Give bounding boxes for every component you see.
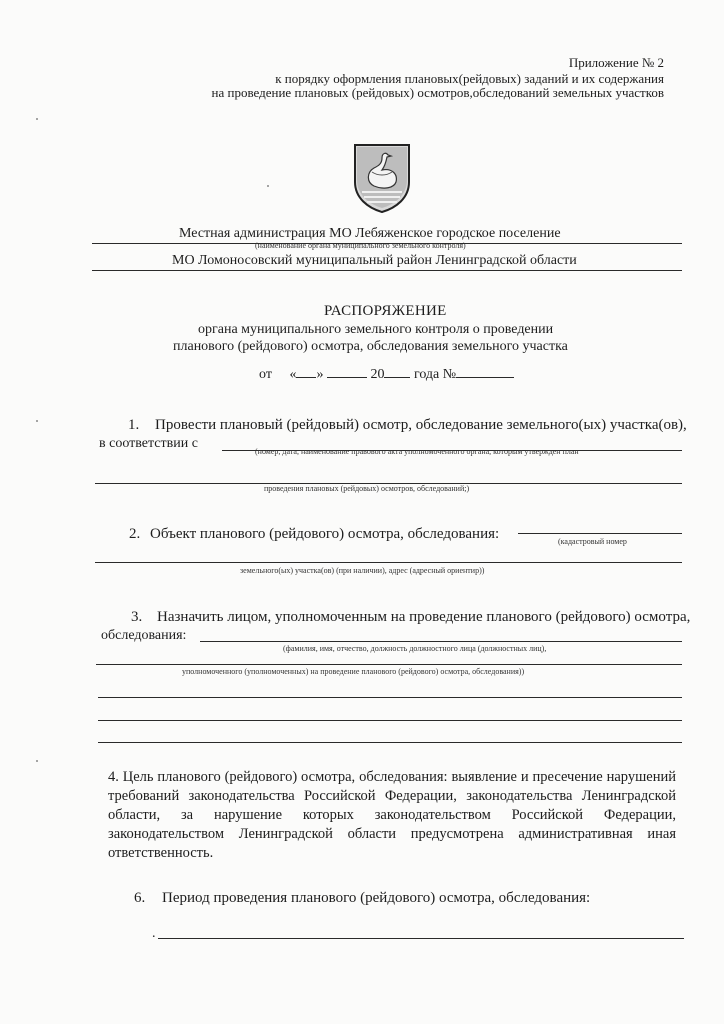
- authority-line-2: МО Ломоносовский муниципальный район Ленинградской области: [172, 253, 577, 268]
- scan-speck: [36, 420, 38, 422]
- section-2-number: 2.: [129, 526, 141, 542]
- section-3-cont: обследования:: [101, 628, 187, 643]
- date-line: [259, 366, 514, 383]
- appendix-title: Приложение № 2: [568, 55, 664, 70]
- section-4-paragraph: 4. Цель планового (рейдового) осмотра, обследования: выявление и пресечение нарушений требований законодательства Российской Федерации, законодательства Ленинградской области, за нарушение которых законодательством Российской Федерации, законодательством Ленинградской области предусмотрена административная иная ответственность.: [108, 769, 676, 861]
- section-1-cont: в соответствии с: [99, 436, 198, 451]
- authority-line-1: Местная администрация МО Лебяженское городское поселение: [179, 226, 561, 241]
- month-field[interactable]: [327, 366, 367, 378]
- date-open-quote: «: [289, 367, 297, 382]
- year-field[interactable]: [384, 366, 410, 378]
- swan-coat-of-arms-icon: [352, 142, 412, 214]
- document-title: РАСПОРЯЖЕНИЕ: [324, 303, 447, 319]
- appendix-line-2: на проведение плановых (рейдовых) осмотров,обследований земельных участков: [211, 85, 664, 100]
- section-3-underline-1[interactable]: [200, 641, 682, 642]
- section-6-text: Период проведения планового (рейдового) осмотра, обследования:: [162, 890, 591, 906]
- year-prefix: 20: [370, 367, 385, 382]
- appendix-line-1: к порядку оформления плановых(рейдовых) заданий и их содержания: [275, 71, 664, 86]
- section-1-text: Провести плановый (рейдовый) осмотр, обследование земельного(ых) участка(ов),: [155, 417, 687, 433]
- section-6-bullet: .: [152, 926, 156, 941]
- section-6-number: 6.: [134, 890, 146, 906]
- number-sign: №: [442, 367, 457, 382]
- scan-speck: [36, 118, 38, 120]
- document-subtitle-2: планового (рейдового) осмотра, обследования земельного участка: [173, 339, 568, 354]
- section-2-text: Объект планового (рейдового) осмотра, обследования:: [150, 526, 500, 542]
- scan-speck: [36, 760, 38, 762]
- section-6-underline[interactable]: [158, 938, 684, 939]
- date-from-label: от: [259, 367, 272, 382]
- section-3-line-5[interactable]: [98, 742, 682, 743]
- authority-underline-2: [92, 270, 682, 271]
- section-3-line-4[interactable]: [98, 720, 682, 721]
- section-2-hint-1: (кадастровый номер: [558, 537, 627, 546]
- section-2-underline-2[interactable]: [95, 562, 682, 563]
- section-2-underline-1[interactable]: [518, 533, 682, 534]
- section-1-hint-2: проведения плановых (рейдовых) осмотров, обследований;): [264, 484, 470, 493]
- document-subtitle-1: органа муниципального земельного контроля о проведении: [198, 322, 554, 337]
- year-word: года: [413, 367, 440, 382]
- authority-hint: (наименование органа муниципального земельного контроля): [255, 241, 466, 250]
- section-1-hint-1: (номер, дата, наименование правового акта уполномоченного органа, которым утвержден план: [255, 447, 579, 456]
- day-field[interactable]: [296, 366, 316, 378]
- section-3-underline-2[interactable]: [96, 664, 682, 665]
- section-1-number: 1.: [128, 417, 140, 433]
- section-3-hint-1: (фамилия, имя, отчество, должность должностного лица (должностных лиц),: [283, 644, 547, 653]
- section-3-text: Назначить лицом, уполномоченным на проведение планового (рейдового) осмотра,: [157, 609, 691, 625]
- number-field[interactable]: [456, 366, 514, 378]
- section-3-hint-2: уполномоченного (уполномоченных) на проведение планового (рейдового) осмотра, обследования)): [182, 667, 525, 676]
- section-2-hint-2: земельного(ых) участка(ов) (при наличии), адрес (адресный ориентир)): [240, 566, 485, 575]
- section-3-line-3[interactable]: [98, 697, 682, 698]
- section-3-number: 3.: [131, 609, 143, 625]
- scan-speck: [267, 185, 269, 187]
- date-close-quote: »: [316, 367, 324, 382]
